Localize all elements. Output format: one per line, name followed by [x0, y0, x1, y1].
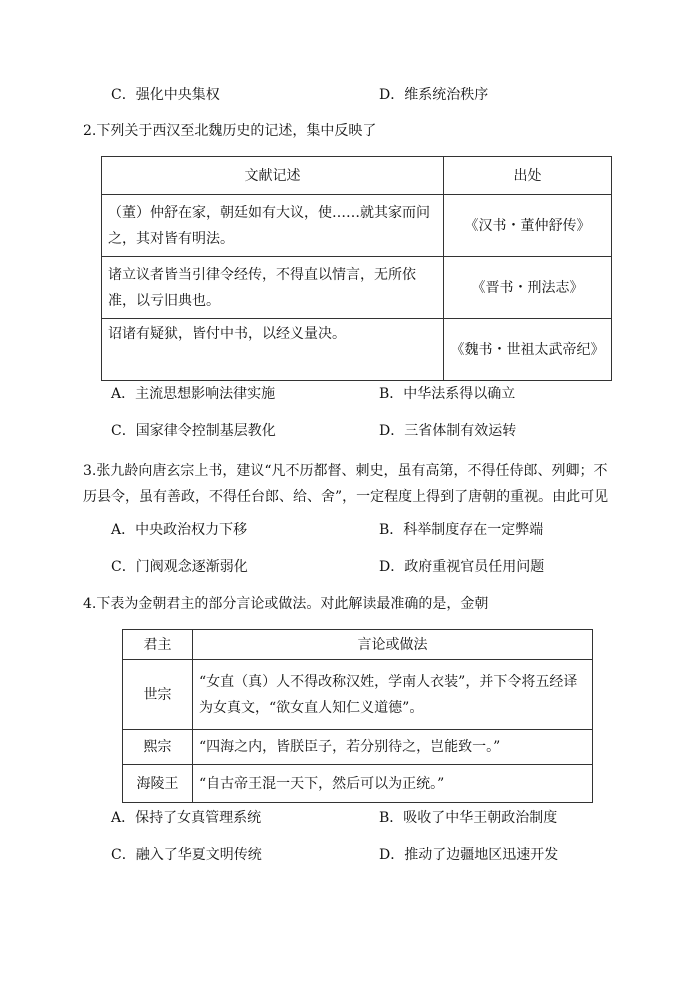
q4-option-c[interactable]: C．融入了华夏文明传统 — [111, 847, 262, 863]
table-row — [123, 765, 593, 803]
q3-stem: 3.张九龄向唐玄宗上书，建议“凡不历都督、刺史，虽有高第，不得任侍郎、列卿；不历县令，虽有善政，不得任台郎、给、舍”，一定程度上得到了唐朝的重视。由此可见 — [83, 463, 609, 505]
q4-option-d[interactable]: D．推动了边疆地区迅速开发 — [379, 847, 559, 863]
q2-source-table — [101, 156, 612, 381]
q4-row3-ruler: 海陵王 — [123, 765, 193, 803]
q2-row1-source: 《汉书・董仲舒传》 — [444, 195, 612, 257]
q1-option-d[interactable]: D．维系统治秩序 — [379, 87, 489, 103]
q2-option-d[interactable]: D．三省体制有效运转 — [379, 423, 517, 439]
q2-row3-source: 《魏书・世祖太武帝纪》 — [444, 319, 612, 381]
q3-option-a[interactable]: A．中央政治权力下移 — [111, 522, 248, 538]
table-row — [123, 730, 593, 765]
q4-row1-text: “女直（真）人不得改称汉姓，学南人衣装”，并下令将五经译为女真文，“欲女直人知仁义道德”。 — [193, 660, 593, 730]
q2-row2-source: 《晋书・刑法志》 — [444, 257, 612, 319]
q2-option-a[interactable]: A．主流思想影响法律实施 — [111, 386, 276, 402]
q3-option-b[interactable]: B．科举制度存在一定弊端 — [379, 522, 544, 538]
q4-option-b[interactable]: B．吸收了中华王朝政治制度 — [379, 810, 558, 826]
table-row — [102, 195, 612, 257]
q2-row2-text: 诸立议者皆当引律令经传，不得直以情言，无所依准，以亏旧典也。 — [102, 257, 444, 319]
q2-option-b[interactable]: B．中华法系得以确立 — [379, 386, 516, 402]
q4-option-a[interactable]: A．保持了女真管理系统 — [111, 810, 262, 826]
table-row — [102, 257, 612, 319]
q2-row1-text: （董）仲舒在家，朝廷如有大议，使……就其家而问之，其对皆有明法。 — [102, 195, 444, 257]
q4-ruler-table — [122, 629, 593, 803]
q3-option-d[interactable]: D．政府重视官员任用问题 — [379, 559, 545, 575]
q2-row3-text: 诏诸有疑狱，皆付中书，以经义量决。 — [102, 319, 444, 381]
q4-row2-text: “四海之内，皆朕臣子，若分别待之，岂能致一。” — [193, 730, 593, 765]
q3-option-c[interactable]: C．门阀观念逐渐弱化 — [111, 559, 248, 575]
q4-header-text: 言论或做法 — [193, 630, 593, 660]
q4-stem: 4.下表为金朝君主的部分言论或做法。对此解读最准确的是，金朝 — [83, 596, 489, 612]
q2-header-source: 出处 — [444, 157, 612, 195]
q4-row2-ruler: 熙宗 — [123, 730, 193, 765]
table-row — [123, 660, 593, 730]
q2-option-c[interactable]: C．国家律令控制基层教化 — [111, 423, 276, 439]
q4-header-ruler: 君主 — [123, 630, 193, 660]
q2-header-text: 文献记述 — [102, 157, 444, 195]
table-row — [102, 319, 612, 381]
q2-stem: 2.下列关于西汉至北魏历史的记述，集中反映了 — [83, 123, 377, 139]
q4-row1-ruler: 世宗 — [123, 660, 193, 730]
q1-option-c[interactable]: C．强化中央集权 — [111, 87, 220, 103]
q4-row3-text: “自古帝王混一天下，然后可以为正统。” — [193, 765, 593, 803]
